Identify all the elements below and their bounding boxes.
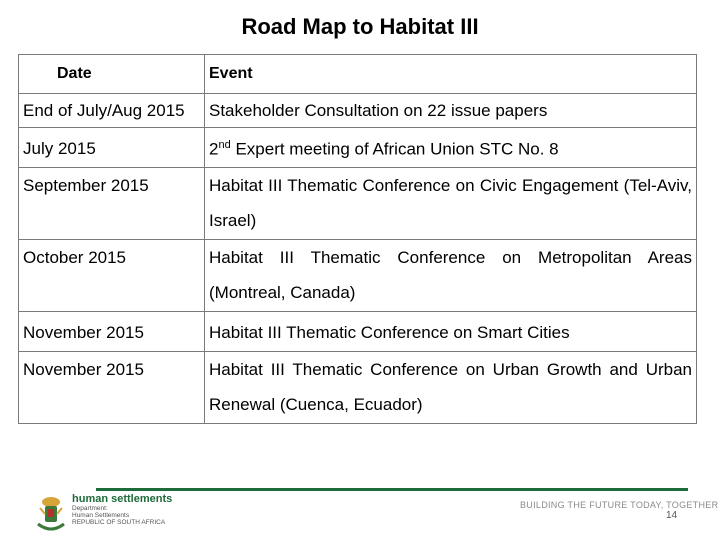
table-row	[19, 94, 697, 128]
table-row	[19, 128, 697, 168]
date-cell: October 2015	[19, 240, 205, 312]
brand-name: human settlements	[72, 493, 173, 505]
date-cell: November 2015	[19, 312, 205, 352]
page-number: 14	[666, 510, 678, 521]
brand-sub-line: REPUBLIC OF SOUTH AFRICA	[72, 519, 166, 526]
event-text: Expert meeting of African Union STC No. 8	[230, 139, 559, 159]
event-column-header: Event	[205, 55, 697, 94]
coat-of-arms-icon	[34, 494, 68, 534]
page-title: Road Map to Habitat III	[241, 14, 479, 39]
slogan: BUILDING THE FUTURE TODAY, TOGETHER	[520, 500, 719, 510]
date-cell: July 2015	[19, 128, 205, 168]
date-column-header: Date	[19, 55, 205, 94]
table-row	[19, 240, 697, 312]
table-header-row	[19, 55, 697, 94]
event-ordinal-suffix: nd	[218, 139, 231, 151]
date-cell: November 2015	[19, 352, 205, 424]
table-row	[19, 352, 697, 424]
event-cell	[205, 128, 697, 168]
brand-sub-line: Department:	[72, 505, 108, 512]
event-ordinal: 2	[209, 139, 219, 159]
event-cell: Stakeholder Consultation on 22 issue papers	[205, 94, 697, 128]
brand-sub-line: Human Settlements	[72, 512, 130, 519]
table-row	[19, 312, 697, 352]
event-cell: Habitat III Thematic Conference on Metropolitan Areas (Montreal, Canada)	[205, 240, 697, 312]
event-cell: Habitat III Thematic Conference on Smart Cities	[205, 312, 697, 352]
event-cell: Habitat III Thematic Conference on Urban Growth and Urban Renewal (Cuenca, Ecuador)	[205, 352, 697, 424]
road-map-table	[18, 54, 697, 424]
date-cell: September 2015	[19, 168, 205, 240]
date-cell: End of July/Aug 2015	[19, 94, 205, 128]
department-brand	[72, 494, 172, 526]
footer-divider	[96, 488, 688, 491]
event-cell: Habitat III Thematic Conference on Civic Engagement (Tel-Aviv, Israel)	[205, 168, 697, 240]
table-row	[19, 168, 697, 240]
